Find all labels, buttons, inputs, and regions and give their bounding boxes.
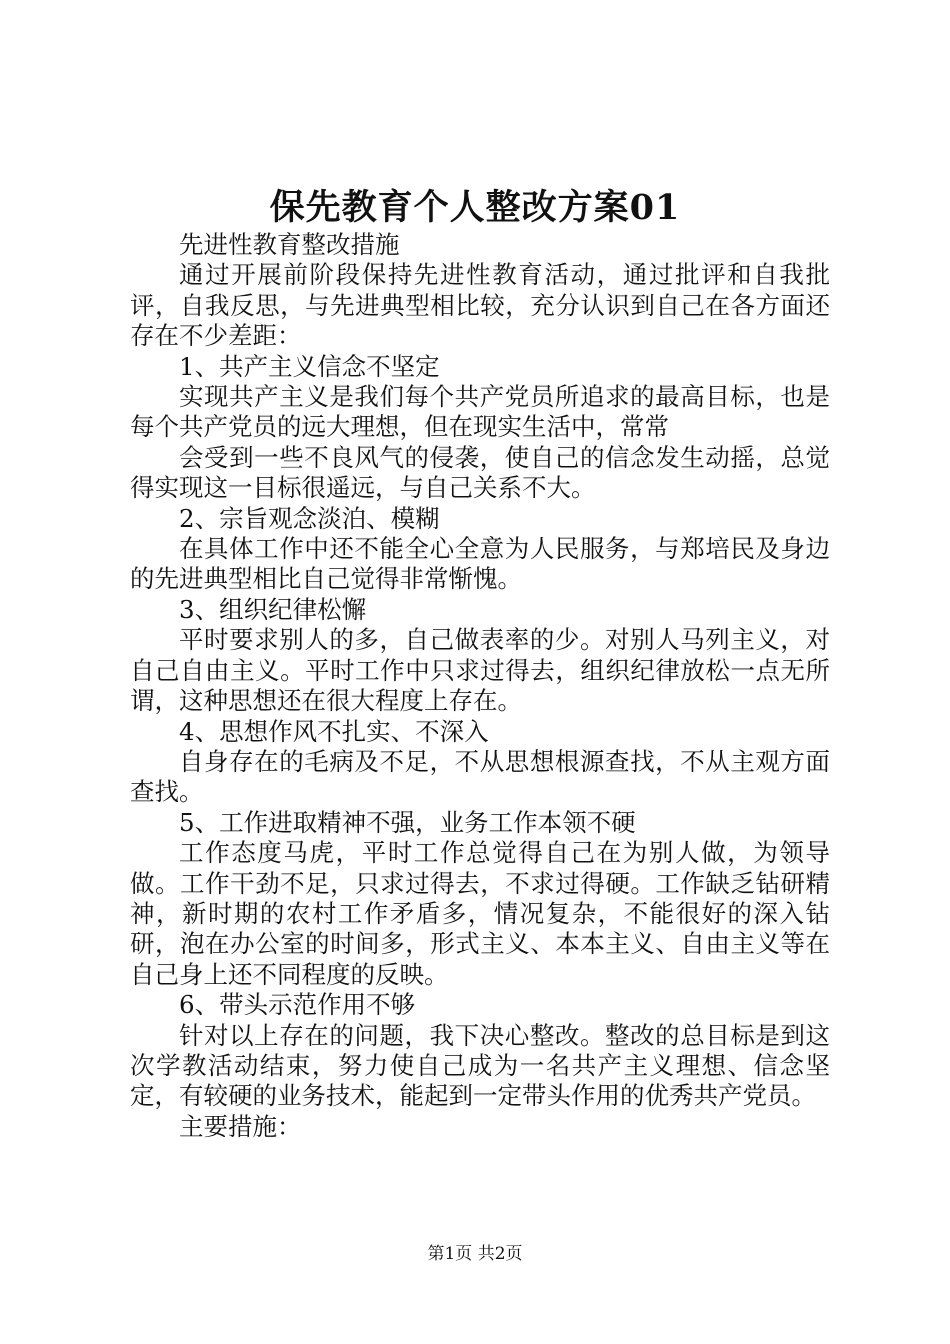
section-heading-2: 2、宗旨观念淡泊、模糊 xyxy=(179,503,440,533)
paragraph: 工作态度马虎，平时工作总觉得自己在为别人做，为领导做。工作干劲不足，只求过得去，不求过得硬。工作缺乏钻研精神，新时期的农村工作矛盾多，情况复杂，不能很好的深入钻研，泡在办公室的时间多，形式主义、本本主义、自由主义等在自己身上还不同程度的反映。 xyxy=(130,838,830,989)
paragraph: 通过开展前阶段保持先进性教育活动，通过批评和自我批评，自我反思，与先进典型相比较，充分认识到自己在各方面还存在不少差距： xyxy=(130,260,830,351)
paragraph: 实现共产主义是我们每个共产党员所追求的最高目标，也是每个共产党员的远大理想，但在现实生活中，常常 xyxy=(130,382,830,442)
paragraph-measures: 主要措施： xyxy=(179,1111,302,1141)
section-heading-1: 1、共产主义信念不坚定 xyxy=(179,351,440,381)
section-heading-4: 4、思想作风不扎实、不深入 xyxy=(179,716,489,746)
paragraph: 会受到一些不良风气的侵袭，使自己的信念发生动摇，总觉得实现这一目标很遥远，与自己关系不大。 xyxy=(130,442,830,503)
paragraph: 在具体工作中还不能全心全意为人民服务，与郑培民及身边的先进典型相比自己觉得非常惭愧。 xyxy=(130,534,830,594)
section-heading-5: 5、工作进取精神不强，业务工作本领不硬 xyxy=(179,807,636,837)
document-title: 保先教育个人整改方案01 xyxy=(269,187,681,228)
paragraph-heading: 先进性教育整改措施 xyxy=(179,230,400,259)
page-footer: 第1页 共2页 xyxy=(427,1244,523,1264)
section-heading-3: 3、组织纪律松懈 xyxy=(179,594,367,624)
paragraph: 针对以上存在的问题，我下决心整改。整改的总目标是到这次学教活动结束，努力使自己成为一名共产主义理想、信念坚定，有较硬的业务技术，能起到一定带头作用的优秀共产党员。 xyxy=(130,1020,830,1111)
section-heading-6: 6、带头示范作用不够 xyxy=(179,990,416,1020)
document-body xyxy=(130,230,830,1142)
paragraph: 平时要求别人的多，自己做表率的少。对别人马列主义，对自己自由主义。平时工作中只求过得去，组织纪律放松一点无所谓，这种思想还在很大程度上存在。 xyxy=(130,625,830,716)
paragraph: 自身存在的毛病及不足，不从思想根源查找，不从主观方面查找。 xyxy=(130,746,830,807)
